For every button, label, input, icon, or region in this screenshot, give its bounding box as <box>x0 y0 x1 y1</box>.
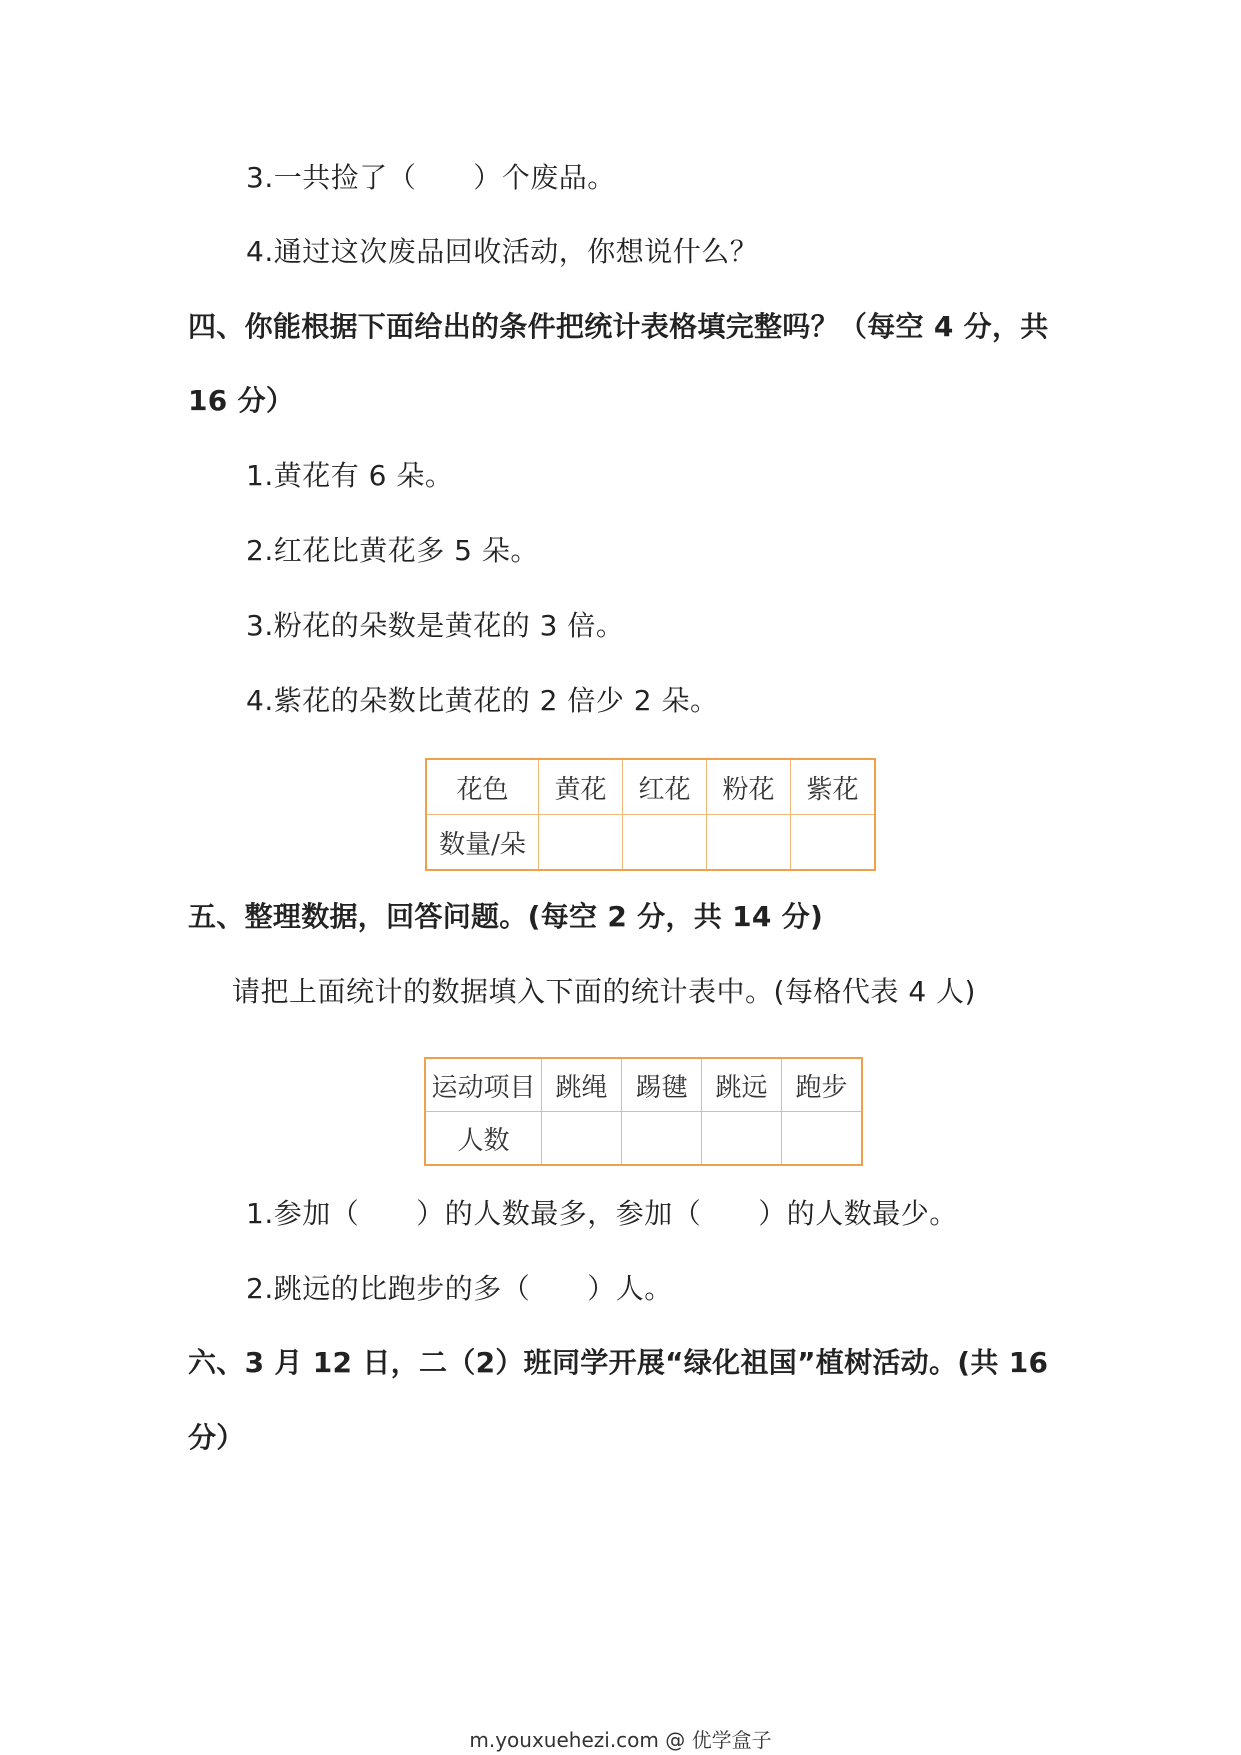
flower-count-table <box>425 758 876 871</box>
table-cell: 红花 <box>623 759 707 815</box>
table-cell: 踢毽 <box>622 1058 702 1112</box>
table-row <box>426 815 875 871</box>
blank-cell[interactable] <box>622 1112 702 1166</box>
table-cell: 跑步 <box>782 1058 863 1112</box>
sport-count-table <box>424 1057 863 1166</box>
table-header-row <box>425 1058 862 1112</box>
section-6-heading: 六、3 月 12 日，二（2）班同学开展“绿化祖国”植树活动。(共 16 <box>188 1346 1049 1379</box>
section-5-instruction: 请把上面统计的数据填入下面的统计表中。(每格代表 4 人) <box>232 975 976 1008</box>
section-6-heading-continued: 分） <box>188 1421 245 1454</box>
table-header-row <box>426 759 875 815</box>
question-4-thoughts: 4.通过这次废品回收活动，你想说什么？ <box>246 235 759 268</box>
table-cell: 数量/朵 <box>426 815 539 871</box>
question-3-total-waste: 3.一共捡了（ ）个废品。 <box>246 161 616 194</box>
condition-2: 2.红花比黄花多 5 朵。 <box>246 534 539 567</box>
blank-cell[interactable] <box>539 815 623 871</box>
table-cell: 跳远 <box>702 1058 782 1112</box>
blank-cell[interactable] <box>542 1112 622 1166</box>
table-cell: 跳绳 <box>542 1058 622 1112</box>
condition-1: 1.黄花有 6 朵。 <box>246 459 454 492</box>
section-5-heading: 五、整理数据，回答问题。(每空 2 分，共 14 分) <box>188 900 824 933</box>
blank-cell[interactable] <box>623 815 707 871</box>
table-row <box>425 1112 862 1166</box>
blank-cell[interactable] <box>782 1112 863 1166</box>
section-4-heading-continued: 16 分） <box>188 384 295 417</box>
blank-cell[interactable] <box>702 1112 782 1166</box>
condition-3: 3.粉花的朵数是黄花的 3 倍。 <box>246 609 625 642</box>
blank-cell[interactable] <box>707 815 791 871</box>
section-5-question-1: 1.参加（ ）的人数最多，参加（ ）的人数最少。 <box>246 1197 958 1230</box>
footer-watermark: m.youxuehezi.com @ 优学盒子 <box>469 1728 772 1752</box>
table-cell: 运动项目 <box>425 1058 542 1112</box>
table-cell: 黄花 <box>539 759 623 815</box>
section-4-heading: 四、你能根据下面给出的条件把统计表格填完整吗？（每空 4 分，共 <box>188 310 1049 343</box>
table-cell: 花色 <box>426 759 539 815</box>
condition-4: 4.紫花的朵数比黄花的 2 倍少 2 朵。 <box>246 684 719 717</box>
blank-cell[interactable] <box>791 815 876 871</box>
table-cell: 粉花 <box>707 759 791 815</box>
table-cell: 紫花 <box>791 759 876 815</box>
section-5-question-2: 2.跳远的比跑步的多（ ）人。 <box>246 1272 673 1305</box>
table-cell: 人数 <box>425 1112 542 1166</box>
